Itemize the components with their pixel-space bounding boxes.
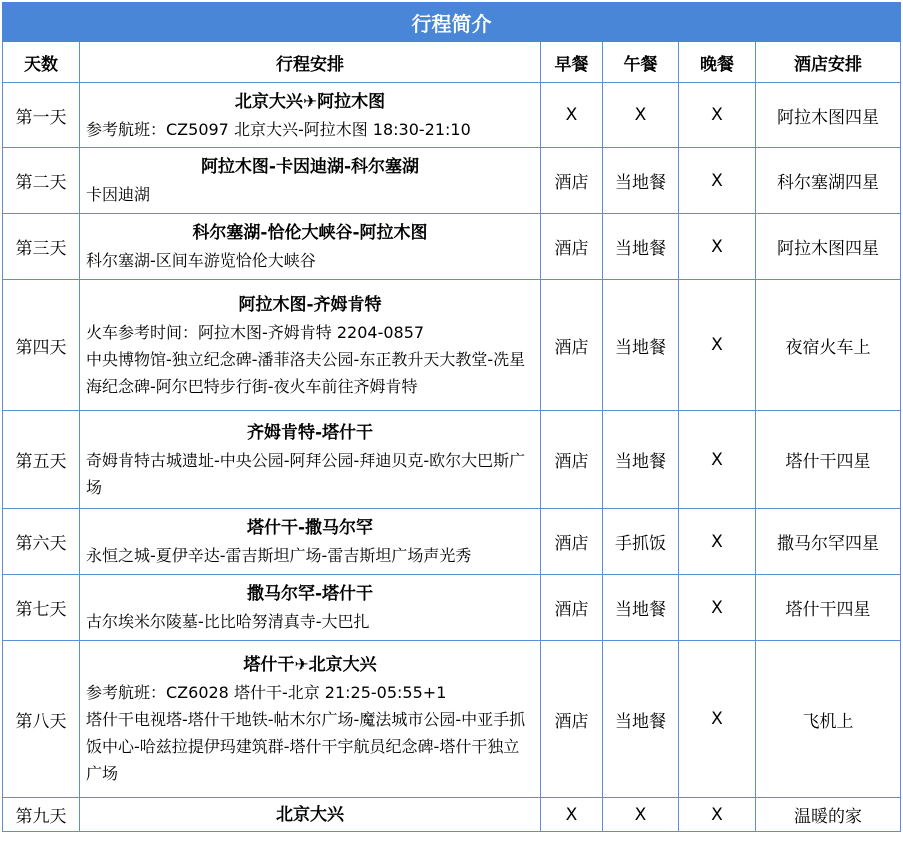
dinner-cell: X [679, 575, 756, 641]
plan-cell [80, 214, 541, 280]
plan-cell [80, 411, 541, 509]
route-title: 北京大兴 [276, 804, 344, 825]
day-cell: 第九天 [3, 798, 80, 832]
dinner-cell: X [679, 83, 756, 148]
plan-detail-line: 参考航班：CZ6028 塔什干-北京 21:25-05:55+1 [86, 683, 447, 702]
lunch-cell: 当地餐 [603, 148, 679, 214]
hotel-cell: 阿拉木图四星 [756, 83, 901, 148]
breakfast-cell: X [541, 83, 603, 148]
dinner-cell: X [679, 798, 756, 832]
plan-cell [80, 83, 541, 148]
day-cell: 第七天 [3, 575, 80, 641]
header-day: 天数 [3, 42, 80, 83]
breakfast-cell: 酒店 [541, 148, 603, 214]
breakfast-cell: 酒店 [541, 214, 603, 280]
table-row [3, 148, 901, 214]
plan-detail-line: 火车参考时间：阿拉木图-齐姆肯特 2204-0857 [86, 322, 425, 342]
table-row [3, 575, 901, 641]
plan-cell [80, 798, 541, 832]
header-dinner: 晚餐 [679, 42, 756, 83]
dinner-cell: X [679, 641, 756, 798]
plan-detail-line: 古尔埃米尔陵墓-比比哈努清真寺-大巴扎 [86, 612, 370, 631]
hotel-cell: 飞机上 [756, 641, 901, 798]
day-cell: 第一天 [3, 83, 80, 148]
plan-cell [80, 509, 541, 575]
dinner-cell: X [679, 214, 756, 280]
day-cell: 第三天 [3, 214, 80, 280]
hotel-cell: 温暖的家 [756, 798, 901, 832]
attractions-list: 奇姆肯特古城遗址-中央公园-阿拜公园-拜迪贝克-欧尔大巴斯广场 [86, 450, 526, 497]
header-row [3, 42, 901, 83]
route-title: 北京大兴✈阿拉木图 [234, 91, 386, 112]
route-title: 齐姆肯特-塔什干 [246, 422, 374, 443]
hotel-cell: 阿拉木图四星 [756, 214, 901, 280]
route-title: 撒马尔罕-塔什干 [246, 584, 374, 604]
route-title: 阿拉木图-卡因迪湖-科尔塞湖 [200, 157, 420, 177]
header-plan: 行程安排 [80, 42, 541, 83]
lunch-cell: 当地餐 [603, 280, 679, 411]
route-title: 塔什干-撒马尔罕 [246, 518, 374, 538]
hotel-cell: 科尔塞湖四星 [756, 148, 901, 214]
header-lunch: 午餐 [603, 42, 679, 83]
itinerary-table [2, 2, 901, 832]
header-hotel: 酒店安排 [756, 42, 901, 83]
plan-cell [80, 575, 541, 641]
plan-detail-line: 参考航班：CZ5097 北京大兴-阿拉木图 18:30-21:10 [86, 119, 471, 139]
day-cell: 第二天 [3, 148, 80, 214]
plan-detail-line: 卡因迪湖 [86, 185, 151, 204]
breakfast-cell: 酒店 [541, 641, 603, 798]
table-row [3, 83, 901, 148]
dinner-cell: X [679, 148, 756, 214]
lunch-cell: 当地餐 [603, 641, 679, 798]
header-breakfast: 早餐 [541, 42, 603, 83]
table-row [3, 509, 901, 575]
breakfast-cell: 酒店 [541, 509, 603, 575]
route-title: 塔什干✈北京大兴 [243, 655, 377, 675]
hotel-cell: 夜宿火车上 [756, 280, 901, 411]
plan-cell [80, 148, 541, 214]
lunch-cell: 当地餐 [603, 411, 679, 509]
day-cell: 第八天 [3, 641, 80, 798]
attractions-list: 中央博物馆-独立纪念碑-潘菲洛夫公园-东正教升天大教堂-冼星海纪念碑-阿尔巴特步行街-夜火车前往齐姆肯特 [86, 349, 526, 396]
table-row [3, 798, 901, 832]
breakfast-cell: X [541, 798, 603, 832]
dinner-cell: X [679, 509, 756, 575]
hotel-cell: 塔什干四星 [756, 411, 901, 509]
hotel-cell: 塔什干四星 [756, 575, 901, 641]
lunch-cell: 当地餐 [603, 214, 679, 280]
lunch-cell: 手抓饭 [603, 509, 679, 575]
day-cell: 第五天 [3, 411, 80, 509]
route-title: 科尔塞湖-恰伦大峡谷-阿拉木图 [192, 223, 428, 243]
attractions-list: 塔什干电视塔-塔什干地铁-帖木尔广场-魔法城市公园-中亚手抓饭中心-哈兹拉提伊玛建筑群-塔什干宇航员纪念碑-塔什干独立广场 [86, 710, 526, 783]
breakfast-cell: 酒店 [541, 280, 603, 411]
plan-detail-line: 永恒之城-夏伊辛达-雷吉斯坦广场-雷吉斯坦广场声光秀 [86, 546, 472, 565]
breakfast-cell: 酒店 [541, 575, 603, 641]
lunch-cell: 当地餐 [603, 575, 679, 641]
plan-cell [80, 280, 541, 411]
route-title: 阿拉木图-齐姆肯特 [238, 294, 382, 315]
table-row [3, 641, 901, 798]
day-cell: 第四天 [3, 280, 80, 411]
dinner-cell: X [679, 280, 756, 411]
dinner-cell: X [679, 411, 756, 509]
lunch-cell: X [603, 798, 679, 832]
plan-cell [80, 641, 541, 798]
plan-detail-line: 科尔塞湖-区间车游览恰伦大峡谷 [86, 251, 316, 270]
table-row [3, 411, 901, 509]
day-cell: 第六天 [3, 509, 80, 575]
table-row [3, 280, 901, 411]
lunch-cell: X [603, 83, 679, 148]
breakfast-cell: 酒店 [541, 411, 603, 509]
itinerary-container [2, 2, 900, 832]
table-row [3, 214, 901, 280]
table-title: 行程简介 [3, 3, 901, 42]
hotel-cell: 撒马尔罕四星 [756, 509, 901, 575]
